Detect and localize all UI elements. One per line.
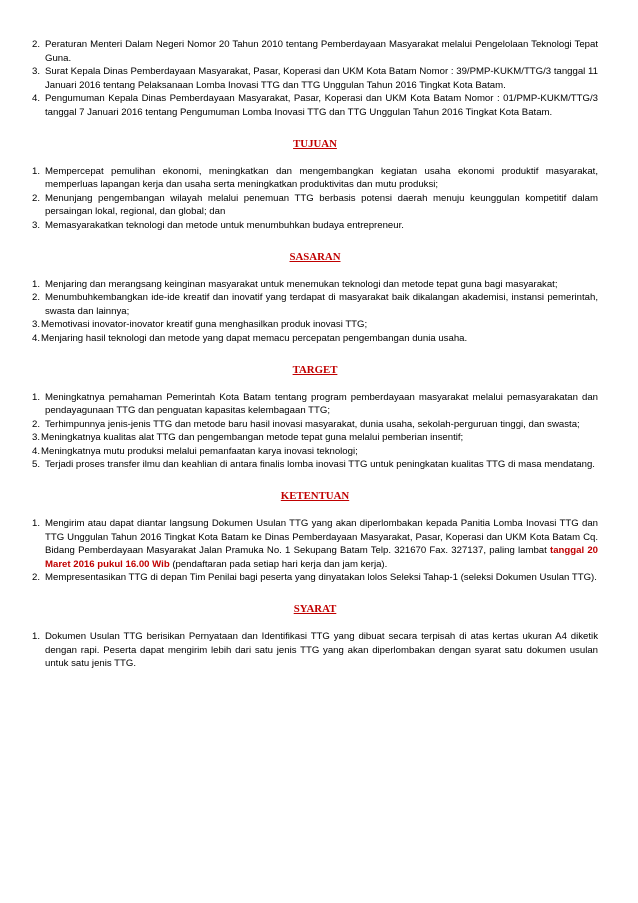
list-text: Memasyarakatkan teknologi dan metode untuk menumbuhkan budaya entrepreneur. [45, 219, 404, 231]
list-text: Dokumen Usulan TTG berisikan Pernyataan dan Identifikasi TTG yang dibuat secara terpisah di atas kertas ukuran A4 diketik dengan rapi. Peserta dapat mengirim lebih dari satu jenis TTG yang akan diperlombakan dengan syarat satu dokumen usulan untuk satu jenis TTG. [45, 631, 598, 670]
list-item [32, 165, 598, 192]
list-item [32, 418, 598, 432]
list-number: 3. [32, 319, 41, 331]
deadline-highlight: tanggal 20 Maret 2016 pukul 16.00 Wib [45, 545, 599, 570]
syarat-list [32, 630, 598, 671]
list-text: Meningkatnya pemahaman Pemerintah Kota Batam tentang program pemberdayaan masyarakat melalui pemasyarakatan dan pendayagunaan TTG dan penguatan kapasitas kelembagaan TTG; [45, 391, 598, 417]
list-item [32, 219, 598, 233]
list-item [32, 278, 598, 292]
list-number: 1. [32, 631, 41, 643]
list-text: Meningkatnya mutu produksi melalui pemanfaatan karya inovasi teknologi; [41, 445, 358, 457]
ketentuan-list [32, 517, 598, 585]
target-list [32, 391, 598, 473]
tujuan-heading: TUJUAN [293, 137, 337, 150]
list-item [32, 65, 598, 92]
list-number: 1. [32, 391, 41, 403]
list-text: Pengumuman Kepala Dinas Pemberdayaan Masyarakat, Pasar, Koperasi dan UKM Kota Batam Nomor : 01/PMP-KUKM/TTG/3 tanggal 7 Januari 2016 tentang Pengumuman Lomba Inovasi TTG dan TTG Unggulan Tahun 2016 Tingkat Kota Batam. [45, 93, 598, 118]
list-text: (pendaftaran pada setiap hari kerja dan jam kerja). [169, 558, 388, 570]
list-number: 2. [32, 418, 41, 430]
list-item [32, 38, 598, 65]
list-text: Peraturan Menteri Dalam Negeri Nomor 20 Tahun 2010 tentang Pemberdayaan Masyarakat melalui Pengelolaan Teknologi Tepat Guna. [45, 39, 598, 64]
list-item [32, 571, 598, 585]
list-number: 4. [32, 93, 41, 105]
list-text: Menjaring dan merangsang keinginan masyarakat untuk menemukan teknologi dan metode tepat guna bagi masyarakat; [45, 278, 558, 290]
list-text: Menjaring hasil teknologi dan metode yang dapat memacu percepatan pengembangan dunia usaha. [41, 332, 468, 344]
list-text: Menumbuhkembangkan ide-ide kreatif dan inovatif yang terdapat di masyarakat baik dikalangan akademisi, instansi pemerintah, swasta dan lainnya; [45, 292, 598, 317]
list-item [32, 517, 598, 571]
list-number: 2. [32, 192, 41, 204]
list-number: 5. [32, 459, 41, 471]
list-item [32, 431, 598, 445]
list-item [32, 391, 598, 418]
list-number: 3. [32, 432, 41, 444]
list-item [32, 630, 598, 671]
list-number: 4. [32, 445, 41, 457]
list-item [32, 458, 598, 472]
list-text: Mempercepat pemulihan ekonomi, meningkatkan dan mengembangkan kegiatan usaha ekonomi produktif masyarakat, memperluas lapangan kerja dan usaha serta meningkatkan produktivitas dan mutu produksi; [45, 165, 598, 191]
list-number: 1. [32, 518, 41, 530]
list-item [32, 192, 598, 219]
dasar-list [32, 38, 598, 120]
list-text: Terhimpunnya jenis-jenis TTG dan metode baru hasil inovasi masyarakat, dunia usaha, sekolah-perguruan tinggi, dan swasta; [45, 418, 580, 430]
list-text: Mengirim atau dapat diantar langsung Dokumen Usulan TTG yang akan diperlombakan kepada Panitia Lomba Inovasi TTG dan TTG Unggulan Tahun 2016 Tingkat Kota Batam ke Dinas Pemberdayaan Masyarakat, Pasar, Koperasi dan UKM Kota Batam Cq. Bidang Pemberdayaan Masyarakat Jalan Pramuka No. 1 Sekupang Batam Telp. 321670 Fax. 327137, paling lambat [45, 518, 598, 557]
sasaran-list [32, 278, 598, 346]
list-text: Mempresentasikan TTG di depan Tim Penilai bagi peserta yang dinyatakan lolos Seleksi Tahap-1 (seleksi Dokumen Usulan TTG). [45, 572, 597, 584]
list-item [32, 445, 598, 459]
list-item [32, 332, 598, 346]
list-text: Menunjang pengembangan wilayah melalui penemuan TTG berbasis potensi daerah menuju keunggulan kompetitif dalam persaingan lokal, regional, dan global; dan [45, 192, 598, 218]
sasaran-heading: SASARAN [289, 250, 341, 263]
list-number: 3. [32, 66, 41, 78]
list-number: 2. [32, 292, 41, 304]
list-item [32, 92, 598, 119]
list-number: 1. [32, 165, 41, 177]
list-number: 1. [32, 278, 41, 290]
list-text: Memotivasi inovator-inovator kreatif guna menghasilkan produk inovasi TTG; [41, 319, 368, 331]
list-text: Terjadi proses transfer ilmu dan keahlian di antara finalis lomba inovasi TTG untuk peningkatan kualitas TTG di masa mendatang. [45, 459, 595, 471]
syarat-heading: SYARAT [293, 603, 337, 616]
list-item [32, 291, 598, 318]
list-number: 2. [32, 572, 41, 584]
list-item [32, 318, 598, 332]
list-number: 2. [32, 39, 41, 50]
document-content [32, 38, 598, 671]
ketentuan-heading: KETENTUAN [280, 490, 350, 503]
target-heading: TARGET [292, 363, 338, 376]
list-text: Surat Kepala Dinas Pemberdayaan Masyarakat, Pasar, Koperasi dan UKM Kota Batam Nomor : 39/PMP-KUKM/TTG/3 tanggal 11 Januari 2016 tentang Pelaksanaan Lomba Inovasi TTG dan TTG Unggulan Tahun 2016 Tingkat Kota Batam. [45, 66, 598, 91]
list-number: 4. [32, 332, 41, 344]
list-text: Meningkatnya kualitas alat TTG dan pengembangan metode tepat guna melalui pemberian insentif; [41, 432, 464, 444]
list-number: 3. [32, 219, 41, 231]
tujuan-list [32, 165, 598, 233]
